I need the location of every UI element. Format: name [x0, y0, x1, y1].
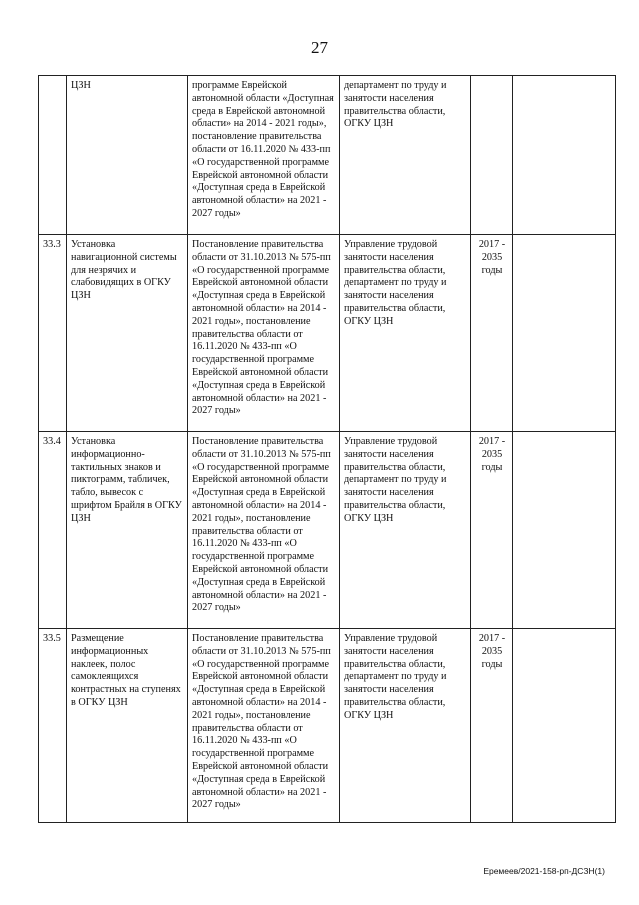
executor-cell: Управление трудовой занятости населения правительства области, департамент по труду и занятости населения правительства области, ОГКУ ЦЗН [340, 235, 471, 432]
row-number: 33.5 [39, 629, 67, 823]
table-row [39, 629, 616, 823]
executor-cell: Управление трудовой занятости населения правительства области, департамент по труду и занятости населения правительства области, ОГКУ ЦЗН [340, 629, 471, 823]
measure-cell: Размещение информационных наклеек, полос самоклеящихся контрастных на ступенях в ОГКУ ЦЗН [67, 629, 188, 823]
years-cell: 2017 - 2035 годы [471, 432, 513, 629]
empty-cell [513, 629, 616, 823]
page-number: 27 [311, 38, 328, 57]
document-code: Еремеев/2021-158-рп-ДСЗН(1) [483, 866, 605, 876]
basis-cell: Постановление правительства области от 31.10.2013 № 575-пп «О государственной программе Еврейской автономной области «Доступная среда в Еврейской автономной области» на 2014 - 2021 годы», постановление правительства области от 16.11.2020 № 433-пп «О государственной программе Еврейской автономной области «Доступная среда в Еврейской автономной области» на 2021 - 2027 годы» [188, 235, 340, 432]
measure-cell: ЦЗН [67, 76, 188, 235]
measure-cell: Установка информационно-тактильных знаков и пиктограмм, табличек, табло, вывесок с шрифтом Брайля в ОГКУ ЦЗН [67, 432, 188, 629]
years-cell [471, 76, 513, 235]
row-number: 33.4 [39, 432, 67, 629]
basis-cell: Постановление правительства области от 31.10.2013 № 575-пп «О государственной программе Еврейской автономной области «Доступная среда в Еврейской автономной области» на 2014 - 2021 годы», постановление правительства области от 16.11.2020 № 433-пп «О государственной программе Еврейской автономной области «Доступная среда в Еврейской автономной области» на 2021 - 2027 годы» [188, 432, 340, 629]
years-cell: 2017 - 2035 годы [471, 235, 513, 432]
table-row [39, 76, 616, 235]
row-number [39, 76, 67, 235]
empty-cell [513, 432, 616, 629]
basis-cell: программе Еврейской автономной области «Доступная среда в Еврейской автономной области» на 2014 - 2021 годы», постановление правительства области от 16.11.2020 № 433-пп «О государственной программе Еврейской автономной области «Доступная среда в Еврейской автономной области» на 2021 - 2027 годы» [188, 76, 340, 235]
empty-cell [513, 76, 616, 235]
table-row [39, 235, 616, 432]
basis-cell: Постановление правительства области от 31.10.2013 № 575-пп «О государственной программе Еврейской автономной области «Доступная среда в Еврейской автономной области» на 2014 - 2021 годы», постановление правительства области от 16.11.2020 № 433-пп «О государственной программе Еврейской автономной области «Доступная среда в Еврейской автономной области» на 2021 - 2027 годы» [188, 629, 340, 823]
measures-table [38, 75, 616, 823]
table-row [39, 432, 616, 629]
measure-cell: Установка навигационной системы для незрячих и слабовидящих в ОГКУ ЦЗН [67, 235, 188, 432]
executor-cell: Управление трудовой занятости населения правительства области, департамент по труду и занятости населения правительства области, ОГКУ ЦЗН [340, 432, 471, 629]
executor-cell: департамент по труду и занятости населения правительства области, ОГКУ ЦЗН [340, 76, 471, 235]
empty-cell [513, 235, 616, 432]
row-number: 33.3 [39, 235, 67, 432]
years-cell: 2017 - 2035 годы [471, 629, 513, 823]
